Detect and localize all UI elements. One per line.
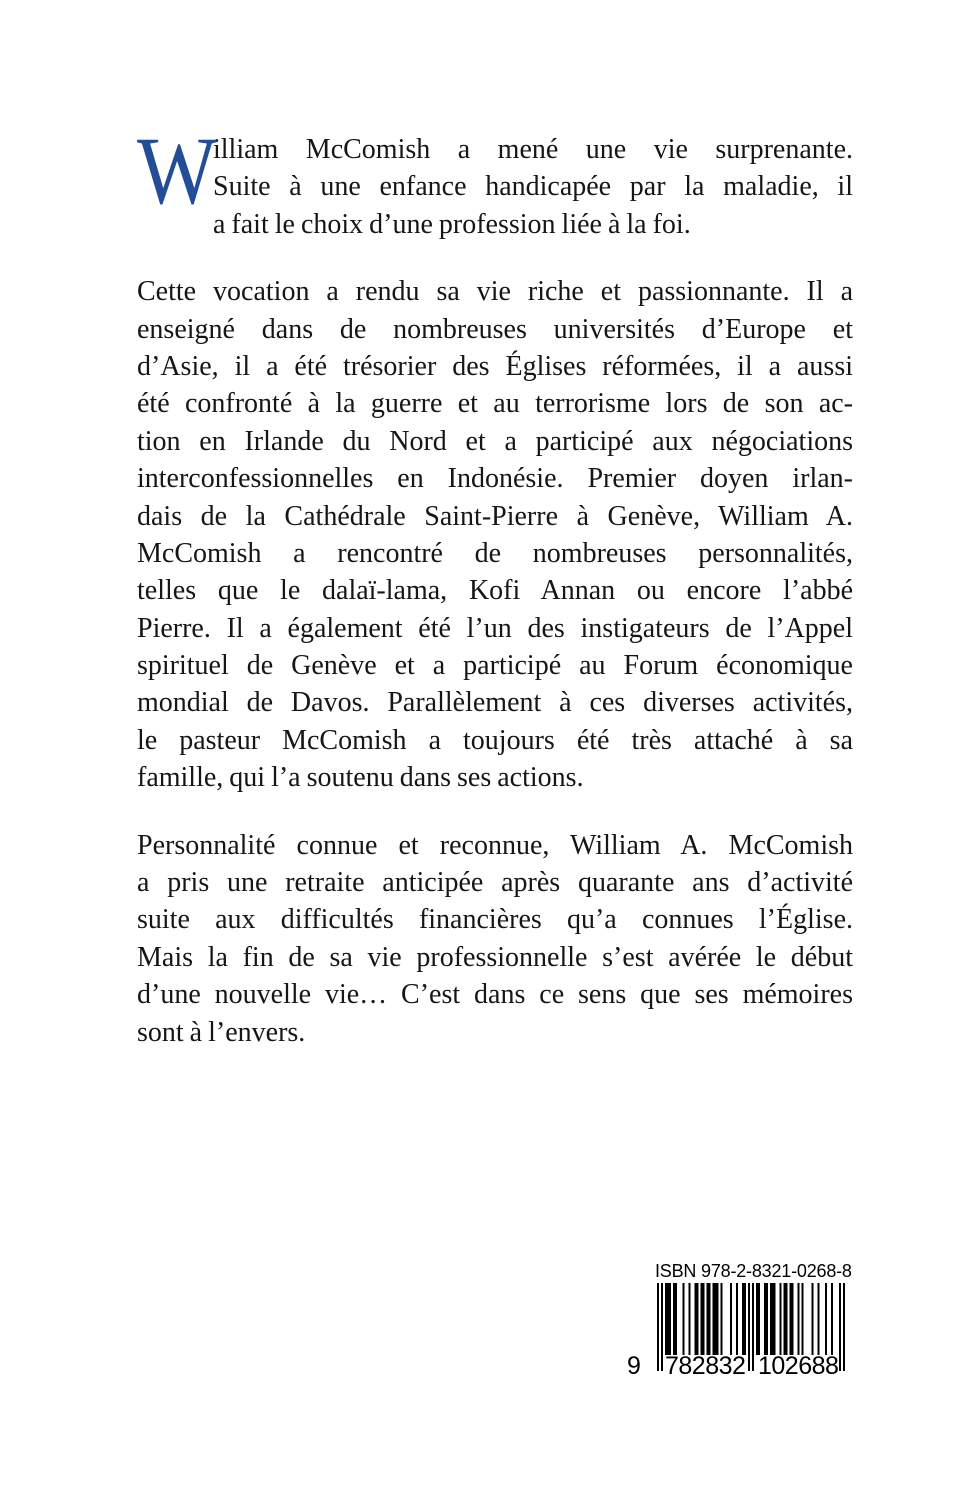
text-line: Suite à une enfance handicapée par la maladie, il — [213, 171, 853, 203]
paragraph — [137, 273, 853, 796]
text-line: telles que le dalaï-lama, Kofi Annan ou encore l’abbé — [137, 575, 853, 607]
text-line: McComish a rencontré de nombreuses personnalités, — [137, 537, 853, 569]
text-line: enseigné dans de nombreuses universités d’Europe et — [137, 313, 853, 345]
isbn-barcode-block — [627, 1261, 852, 1380]
barcode-digits-group1: 782832 — [665, 1352, 746, 1380]
text-line: Pierre. Il a également été l’un des instigateurs de l’Appel — [137, 612, 853, 644]
text-line: a fait le choix d’une profession liée à la foi. — [213, 208, 691, 240]
text-line: spirituel de Genève et a participé au Forum économique — [137, 650, 853, 682]
text-line: tion en Irlande du Nord et a participé aux négociations — [137, 425, 853, 457]
text-line: été confronté à la guerre et au terrorisme lors de son ac- — [137, 388, 853, 420]
text-line: dais de la Cathédrale Saint-Pierre à Genève, William A. — [137, 500, 853, 532]
text-line: illiam McComish a mené une vie surprenante. — [213, 134, 853, 165]
drop-cap-letter: W — [137, 117, 217, 224]
text-line: d’Asie, il a été trésorier des Églises réformées, il a aussi — [137, 350, 853, 382]
text-line: interconfessionnelles en Indonésie. Premier doyen irlan- — [137, 463, 853, 495]
paragraph — [137, 117, 853, 243]
text-line: Personnalité connue et reconnue, William A. McComish — [137, 829, 853, 861]
text-line: Cette vocation a rendu sa vie riche et passionnante. Il a — [137, 276, 853, 308]
barcode-lead-digit: 9 — [627, 1352, 641, 1380]
text-line: famille, qui l’a soutenu dans ses actions. — [137, 762, 584, 794]
text-line: d’une nouvelle vie… C’est dans ce sens que ses mémoires — [137, 979, 853, 1011]
blurb-text-block — [137, 117, 853, 1051]
isbn-label: ISBN 978-2-8321-0268-8 — [655, 1261, 852, 1281]
text-line: mondial de Davos. Parallèlement à ces diverses activités, — [137, 687, 853, 719]
text-line: a pris une retraite anticipée après quarante ans d’activité — [137, 867, 853, 899]
text-line: suite aux difficultés financières qu’a connues l’Église. — [137, 904, 853, 936]
text-line: Mais la fin de sa vie professionnelle s’est avérée le début — [137, 941, 853, 973]
paragraph — [137, 827, 853, 1051]
text-line: sont à l’envers. — [137, 1016, 306, 1048]
text-line: le pasteur McComish a toujours été très attaché à sa — [137, 724, 853, 756]
barcode-digits-group2: 102688 — [758, 1352, 839, 1380]
